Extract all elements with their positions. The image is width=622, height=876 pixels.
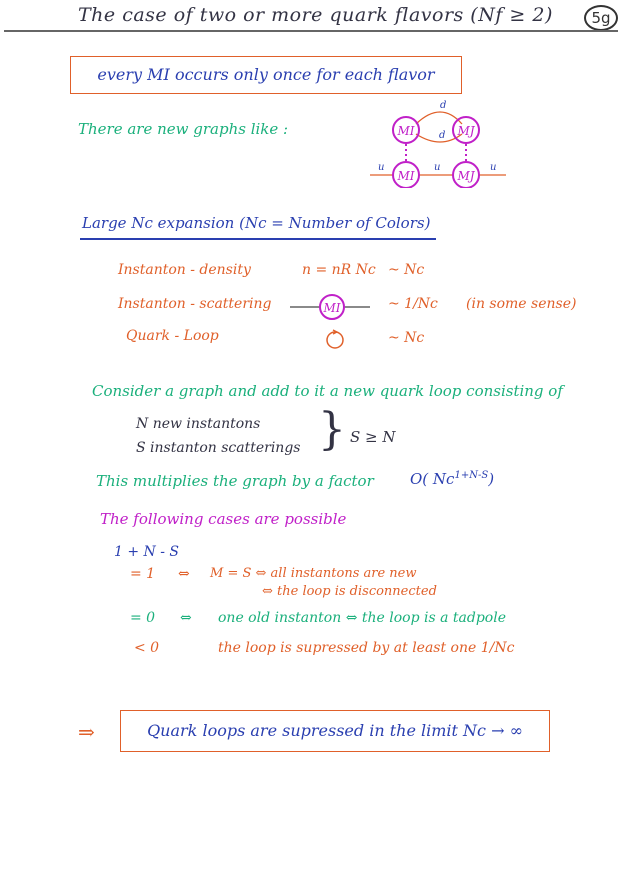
factor-exponent: 1+N-S: [454, 470, 489, 481]
cases-heading: The following cases are possible: [100, 510, 347, 528]
rule-box: every MI occurs only once for each flavor: [70, 56, 462, 94]
quark-label-d-mid: d: [439, 130, 446, 141]
row-scattering-scaling: ~ 1/Nc: [388, 296, 438, 312]
factor-base: O( Nc: [410, 470, 455, 488]
page-title: The case of two or more quark flavors (Nf ≥ 2): [78, 4, 553, 26]
case2-value: = 0: [130, 610, 156, 626]
case1-arrow: ⇔: [178, 566, 190, 582]
row-scattering-label: Instanton - scattering: [118, 296, 272, 312]
node-label-bl: MI: [397, 169, 415, 183]
cases-expression: 1 + N - S: [114, 544, 180, 560]
node-label-br: MJ: [457, 169, 475, 183]
row-density-formula: n = nR Nc: [302, 262, 376, 278]
conclusion-box: Quark loops are supressed in the limit Nc → ∞: [120, 710, 550, 752]
large-nc-heading: Large Nc expansion (Nc = Number of Colors): [82, 214, 431, 232]
large-nc-underline: [80, 238, 436, 240]
scattering-node-label: MI: [323, 301, 341, 315]
row-density-label: Instanton - density: [118, 262, 251, 278]
factor-close: ): [488, 470, 495, 488]
row-loop-scaling: ~ Nc: [388, 330, 425, 346]
case1-desc2: ⇔ the loop is disconnected: [262, 584, 437, 599]
case2-desc: one old instanton ⇔ the loop is a tadpole: [218, 610, 506, 626]
case1-desc: M = S ⇔ all instantons are new: [210, 566, 417, 581]
multiplies-text: This multiplies the graph by a factor: [96, 472, 374, 490]
row-density-scaling: ~ Nc: [388, 262, 425, 278]
node-label-tr: MJ: [457, 124, 475, 138]
case1-value: = 1: [130, 566, 156, 582]
quark-label-u-mid: u: [434, 162, 441, 173]
scattering-vertex: [290, 292, 370, 322]
item-new-instantons: N new instantons: [136, 416, 261, 432]
row-scattering-note: (in some sense): [466, 296, 577, 312]
node-label-tl: MI: [397, 124, 415, 138]
quark-label-u-right: u: [490, 162, 497, 173]
new-graphs-label: There are new graphs like :: [78, 120, 289, 138]
conclusion-arrow: ⇒: [78, 720, 95, 744]
page-number: 5g: [584, 5, 618, 31]
quark-label-u-left: u: [378, 162, 385, 173]
case2-arrow: ⇔: [180, 610, 192, 626]
quark-label-d-top: d: [440, 100, 447, 111]
condition: S ≥ N: [350, 428, 396, 446]
factor: [410, 470, 494, 488]
brace-icon: }: [318, 404, 346, 455]
item-scatterings: S instanton scatterings: [136, 440, 301, 456]
case3-value: < 0: [134, 640, 160, 656]
quark-loop-icon: [322, 326, 348, 352]
row-loop-label: Quark - Loop: [126, 328, 219, 344]
title-underline: [4, 30, 618, 32]
case3-desc: the loop is supressed by at least one 1/Nc: [218, 640, 515, 656]
quark-flavor-diagram: [366, 96, 516, 188]
consider-text: Consider a graph and add to it a new quark loop consisting of: [92, 382, 563, 400]
